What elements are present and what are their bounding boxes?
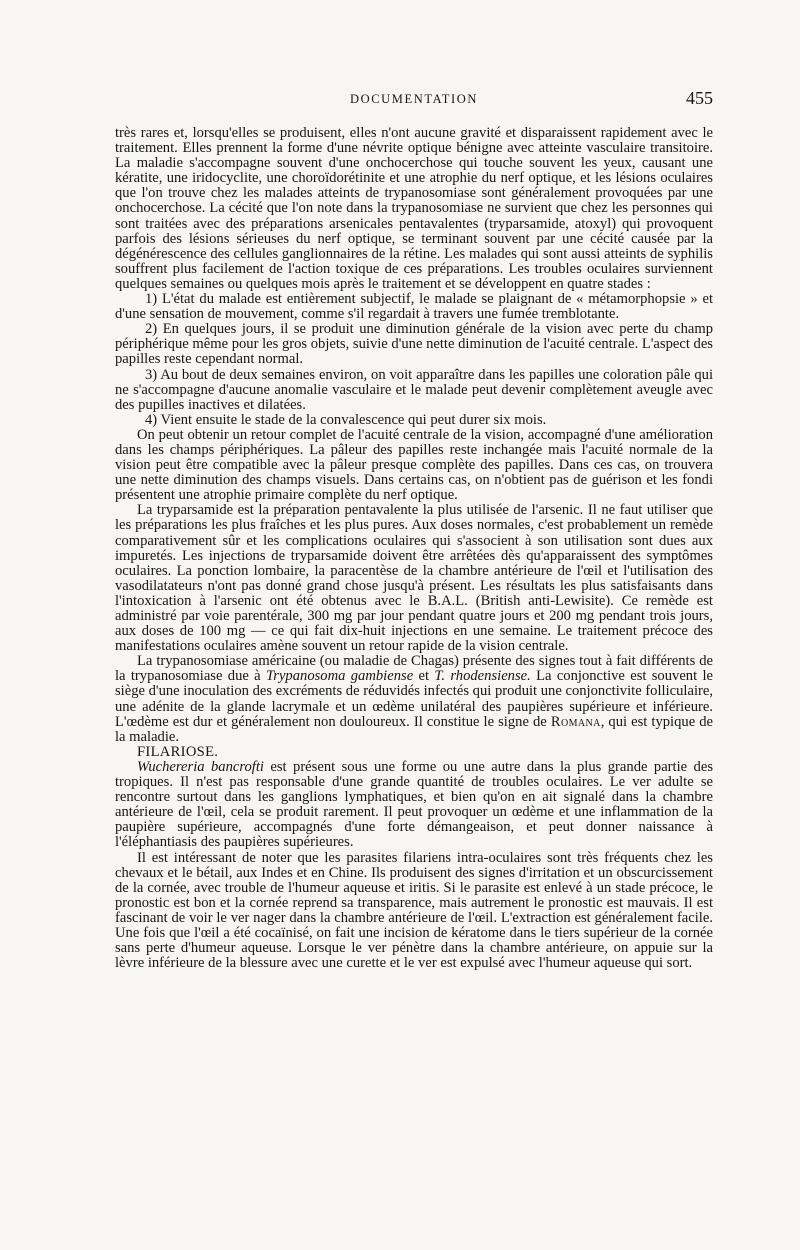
wuchereria-text: est présent sous une forme ou une autre dans la plus grande partie des tropiques. Il n'est pas responsable d'une grande quantité de troubles oculaires. Le ver adulte se rencontre surtout dans les ganglions lymphatiques, et bien qu'on en ait signalé dans la chambre antérieure de l'œil, cela se produit rarement. Il peut provoquer un œdème et une inflammation de la paupière supérieure, accompagnés d'une forte démangeaison, et peut donner naissance à l'éléphantiasis des paupières supérieures. — [115, 758, 713, 851]
paragraph-chagas — [115, 654, 713, 745]
chagas-text-b: et — [413, 668, 435, 685]
chagas-text-c: La conjonctive est souvent le siège d'une inoculation des excréments de réduvidés infectés qui produit une conjonctivite folliculaire, une adénite de la glande lacrymale et un œdème unilatéral des paupières supérieure et inférieure. L'œdème est dur et généralement non douloureux. Il constitue le signe de — [115, 668, 714, 730]
species-rhodensiense: T. rhodensiense. — [434, 668, 531, 685]
chagas-text-d: , qui est typique de la maladie. — [115, 713, 713, 745]
stage-item-2: 2) En quelques jours, il se produit une diminution générale de la vision avec perte du champ périphérique même pour les gros objets, suivie d'une nette diminution de l'acuité centrale. L'aspect des papilles reste cependant normal. — [115, 321, 713, 368]
paragraph-intraocular-parasites: Il est intéressant de noter que les parasites filariens intra-oculaires sont très fréquents chez les chevaux et le bétail, aux Indes et en Chine. Ils produisent des signes d'irritation et un obscurcissement de la cornée, avec trouble de l'humeur aqueuse et iritis. Si le parasite est enlevé à un stade précoce, le pronostic est bon et la cornée reprend sa transparence, mais autrement le pronostic est mauvais. Il est fascinant de voir le ver nager dans la chambre antérieure de l'œil. L'extraction est généralement facile. Une fois que l'œil a été cocaïnisé, on fait une incision de kératome dans le tiers supérieur de la cornée sans perte d'humeur aqueuse. Lorsque le ver pénètre dans la chambre antérieure, on appuie sur la lèvre inférieure de la blessure avec une curette et le ver est expulsé avec l'humeur aqueuse qui sort. — [115, 849, 713, 972]
species-wuchereria: Wuchereria bancrofti — [137, 758, 264, 775]
paragraph-continuation: très rares et, lorsqu'elles se produisent, elles n'ont aucune gravité et disparaissent rapidement avec le traitement. Elles prennent la forme d'une névrite optique bénigne avec atteinte vasculaire transitoire. La maladie s'accompagne souvent d'une onchocerchose qui touche souvent les yeux, causant une kératite, une iridocyclite, une choroïdorétinite et une atrophie du nerf optique, et les lésions oculaires que l'on trouve chez les malades atteints de trypanosomiase sont généralement provoquées par une onchocerchose. La cécité que l'on note dans la trypanosomiase ne survient que chez les personnes qui sont traitées avec des préparations arsenicales pentavalentes (tryparsamide, atoxyl) qui provoquent parfois des lésions sérieuses du nerf optique, se terminant souvent par une cécité causée par la dégénérescence des cellules ganglionnaires de la rétine. Les malades qui sont aussi atteints de syphilis souffrent plus facilement de l'action toxique de ces préparations. Les troubles oculaires surviennent quelques semaines ou quelques mois après le traitement et se développent en quatre stades : — [115, 125, 713, 292]
paragraph-tryparsamide: La tryparsamide est la préparation pentavalente la plus utilisée de l'arsenic. Il ne faut utiliser que les préparations les plus fraîches et les plus pures. Aux doses normales, c'est probablement un remède comparativement sûr et les complications oculaires qui s'associent à son utilisation sont dues aux impuretés. Les injections de tryparsamide doivent être arrêtées dès qu'apparaissent des symptômes oculaires. La ponction lombaire, la paracentèse de la chambre antérieure de l'œil et l'utilisation des vasodilatateurs n'ont pas donné grand chose jusqu'à présent. Les résultats les plus satisfaisants dans l'intoxication à l'arsenic ont été obtenus avec le B.A.L. (British anti-Lewisite). Ce remède est administré par voie parentérale, 300 mg par jour pendant quatre jours et 200 mg pendant trois jours, aux doses de 100 mg — ce qui fait dix-huit injections en une semaine. Le traitement précoce des manifestations oculaires amène souvent un retour rapide de la vision centrale. — [115, 502, 713, 655]
stage-item-4: 4) Vient ensuite le stade de la convalescence qui peut durer six mois. — [145, 411, 547, 428]
sign-romana: Romana — [550, 713, 601, 730]
paragraph-wuchereria — [115, 760, 713, 851]
section-heading-filariose: FILARIOSE. — [137, 743, 219, 760]
running-head — [115, 90, 713, 110]
species-gambiense: Trypanosoma gambiense — [265, 668, 414, 685]
running-title: DOCUMENTATION — [349, 92, 479, 106]
page-number: 455 — [686, 88, 713, 108]
stage-item-3: 3) Au bout de deux semaines environ, on voit apparaître dans les papilles une coloration pâle qui ne s'accompagne d'aucune anomalie vasculaire et le malade peut devenir complètement aveugle avec des pupilles inactives et dilatées. — [115, 366, 713, 413]
paragraph-recovery: On peut obtenir un retour complet de l'acuité centrale de la vision, accompagné d'une amélioration dans les champs périphériques. La pâleur des papilles reste inchangée mais l'acuité normale de la vision peut être compatible avec la pâleur presque complète des papilles. Dans ces cas, on trouvera une nette diminution des champs visuels. Dans certains cas, on n'obtient pas de guérison et les fondi présentent une atrophie primaire complète du nerf optique. — [115, 426, 713, 504]
body-text — [115, 126, 713, 971]
stage-item-1: 1) L'état du malade est entièrement subjectif, le malade se plaignant de « métamorphopsie » et d'une sensation de mouvement, comme s'il regardait à travers une fumée tremblotante. — [115, 291, 713, 323]
chagas-text-a: La trypanosomiase américaine (ou maladie de Chagas) présente des signes tout à fait différents de la trypanosomiase due à — [115, 653, 713, 685]
